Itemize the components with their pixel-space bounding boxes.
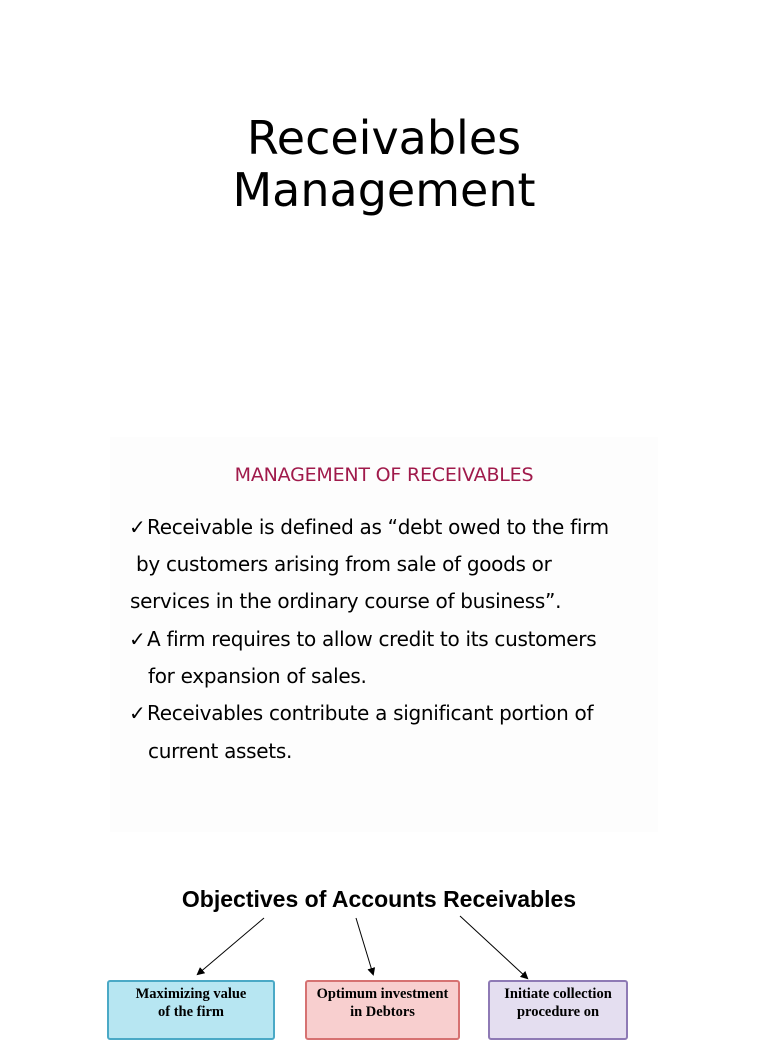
box-text-line: Maximizing value bbox=[135, 986, 247, 1002]
box-text-line: Optimum investment bbox=[316, 986, 449, 1002]
slide-title-line-2: Management bbox=[232, 163, 536, 217]
box-text-line: in Debtors bbox=[350, 1004, 415, 1020]
slide-title-line-1: Receivables bbox=[246, 111, 522, 165]
checkmark-icon: ✓ bbox=[129, 627, 146, 651]
bullet-text: A firm requires to allow credit to its customers bbox=[147, 627, 597, 651]
checkmark-icon: ✓ bbox=[129, 701, 146, 725]
box-text-line: Initiate collection bbox=[504, 986, 612, 1002]
arrow-to-box-3 bbox=[460, 916, 527, 978]
bullet-text: Receivable is defined as “debt owed to the firm bbox=[147, 515, 609, 539]
bullet-text: for expansion of sales. bbox=[148, 664, 367, 688]
objective-box-optimum-investment bbox=[305, 980, 460, 1040]
bullet-text: by customers arising from sale of goods or bbox=[136, 552, 552, 576]
arrow-to-box-1 bbox=[198, 918, 264, 974]
arrow-to-box-2 bbox=[356, 918, 373, 974]
objective-box-maximizing-value bbox=[107, 980, 275, 1040]
objective-box-initiate-collection bbox=[488, 980, 628, 1040]
section-heading: MANAGEMENT OF RECEIVABLES bbox=[234, 464, 534, 486]
box-text-line: procedure on bbox=[516, 1004, 600, 1020]
bullet-text: current assets. bbox=[148, 739, 293, 763]
objectives-heading: Objectives of Accounts Receivables bbox=[181, 886, 577, 912]
bullet-text: services in the ordinary course of business”. bbox=[130, 589, 562, 613]
checkmark-icon: ✓ bbox=[129, 515, 146, 539]
box-text-line: of the firm bbox=[157, 1004, 225, 1020]
bullet-text: Receivables contribute a significant portion of bbox=[147, 701, 594, 725]
